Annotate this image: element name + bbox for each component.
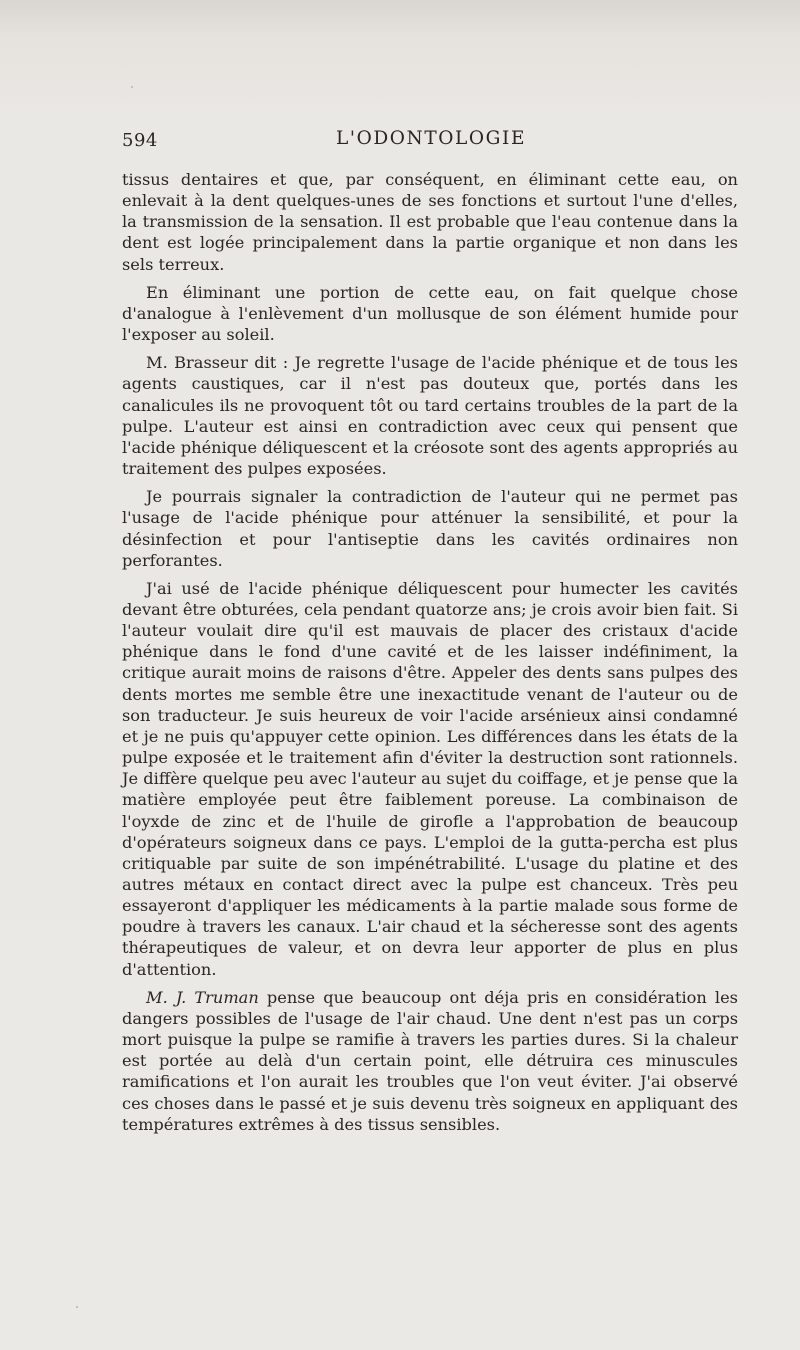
paragraph-6-text: pense que beaucoup ont déja pris en considération les dangers possibles de l'usage de l'air chaud. Une dent n'est pas un corps mort puisque la pulpe se ramifie à travers les parties dures. Si la chaleur est portée au delà d'un certain point, elle détruira ces minuscules ramifications et l'on aurait les troubles que l'on veut éviter. J'ai observé ces choses dans le passé et je suis devenu très soigneux en appliquant des températures extrêmes à des tissus sensibles. — [122, 987, 738, 1134]
paragraph-2: En éliminant une portion de cette eau, on fait quelque chose d'analogue à l'enlèvement d'un mollusque de son élément humide pour l'exposer au soleil. — [122, 282, 738, 345]
paper-speck — [76, 1306, 78, 1308]
paragraph-6 — [122, 987, 738, 1135]
page-header — [122, 126, 718, 156]
body-text — [122, 169, 738, 1142]
running-title: L'ODONTOLOGIE — [336, 128, 527, 149]
paragraph-5: J'ai usé de l'acide phénique déliquescent pour humecter les cavités devant être obturées, cela pendant quatorze ans; je crois avoir bien fait. Si l'auteur voulait dire qu'il est mauvais de placer des cristaux d'acide phénique dans le fond d'une cavité et de les laisser indéfiniment, la critique aurait moins de raisons d'être. Appeler des dents sans pulpes des dents mortes me semble être une inexactitude venant de l'auteur ou de son traducteur. Je suis heureux de voir l'acide arsénieux ainsi condamné et je ne puis qu'appuyer cette opinion. Les différences dans les états de la pulpe exposée et le traitement afin d'éviter la destruction sont rationnels. Je diffère quelque peu avec l'auteur au sujet du coiffage, et je pense que la matière employée peut être faiblement poreuse. La combinaison de l'oyxde de zinc et de l'huile de girofle a l'approbation de beaucoup d'opérateurs soigneux dans ce pays. L'emploi de la gutta-percha est plus critiquable par suite de son impénétrabilité. L'usage du platine et des autres métaux en contact direct avec la pulpe est chanceux. Très peu essayeront d'appliquer les médicaments à la partie malade sous forme de poudre à travers les canaux. L'air chaud et la sécheresse sont des agents thérapeutiques de valeur, et on devra leur apporter de plus en plus d'attention. — [122, 578, 738, 979]
paragraph-3: M. Brasseur dit : Je regrette l'usage de l'acide phénique et de tous les agents caustiques, car il n'est pas douteux que, portés dans les canalicules ils ne provoquent tôt ou tard certains troubles de la part de la pulpe. L'auteur est ainsi en contradiction avec ceux qui pensent que l'acide phénique déliquescent et la créosote sont des agents appropriés au traitement des pulpes exposées. — [122, 353, 738, 479]
page-number: 594 — [122, 130, 158, 151]
paragraph-1: tissus dentaires et que, par conséquent, en éliminant cette eau, on enlevait à la dent quelques-unes de ses fonctions et surtout l'une d'elles, la transmission de la sensation. Il est probable que l'eau contenue dans la dent est logée principalement dans la partie organique et non dans les sels terreux. — [122, 170, 738, 274]
paper-speck — [131, 86, 133, 88]
speaker-name: M. J. Truman — [146, 987, 259, 1007]
paragraph-4: Je pourrais signaler la contradiction de l'auteur qui ne permet pas l'usage de l'acide phénique pour atténuer la sensibilité, et pour la désinfection et pour l'antiseptie dans les cavités ordinaires non perforantes. — [122, 487, 738, 570]
